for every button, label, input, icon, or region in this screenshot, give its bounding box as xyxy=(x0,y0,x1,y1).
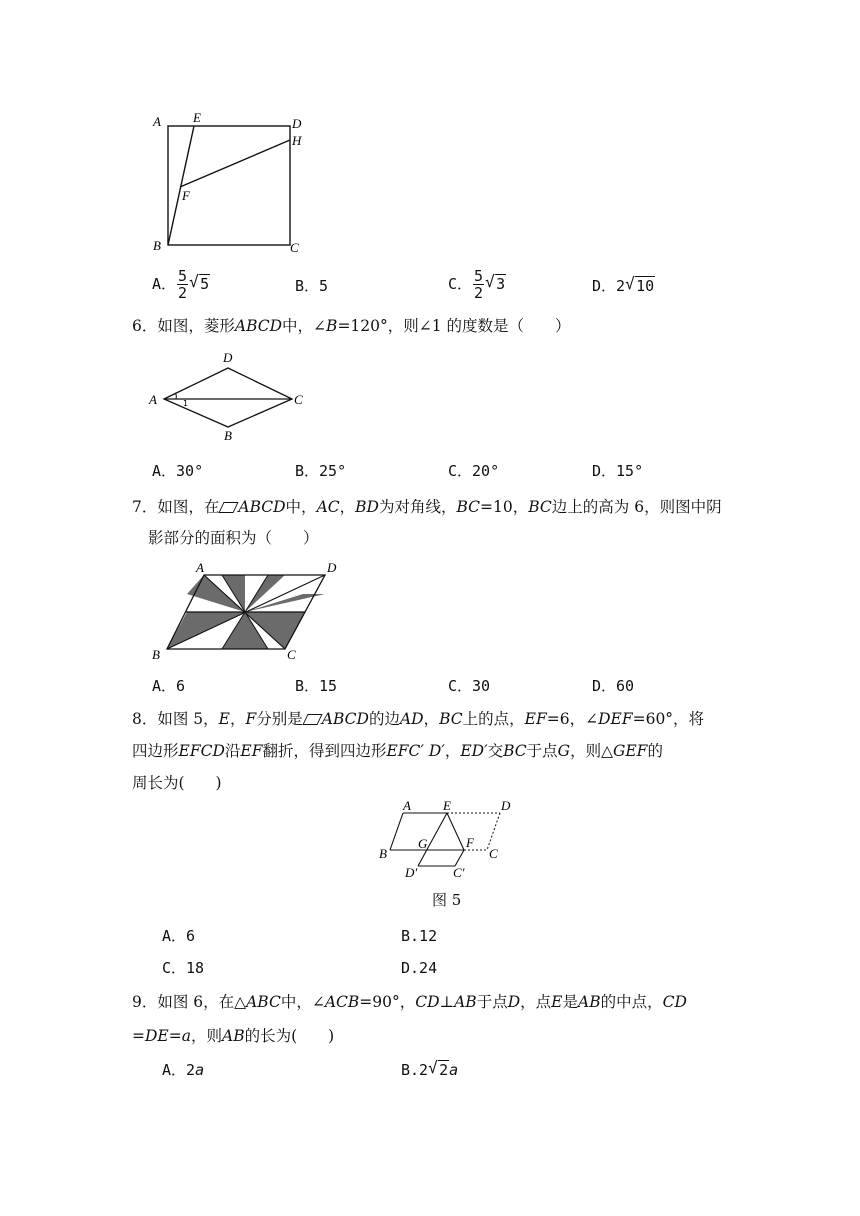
q7-label-c: C xyxy=(287,647,296,662)
q5-option-a-fraction: $\frac{5}{2}$ xyxy=(178,267,188,302)
q5-option-d-sqrt: √ 10 xyxy=(625,276,655,296)
q8-segment-dc-dotted xyxy=(487,813,500,850)
q7-stem-line2: 影部分的面积为（ ） xyxy=(148,529,319,547)
q6-option-c[interactable]: C．20° xyxy=(448,462,500,480)
q5-segment-be xyxy=(168,126,194,245)
q8-label-c-prime: C′ xyxy=(453,865,465,880)
q9-option-a[interactable]: A．2a xyxy=(162,1061,205,1079)
q8-label-d: D xyxy=(501,798,511,813)
q8-stem-line3: 周长为( ) xyxy=(132,774,222,792)
q5-label-e: E xyxy=(193,110,201,125)
q7-figure xyxy=(148,555,348,665)
q6-label-b: B xyxy=(224,428,232,442)
q5-label-h: H xyxy=(292,133,302,148)
q6-angle-arc xyxy=(175,393,176,399)
q5-option-b[interactable]: B．5 xyxy=(295,277,329,295)
q8-label-d-prime: D′ xyxy=(405,865,418,880)
q6-stem: 6．如图，菱形ABCD中，∠B=120°，则∠1 的度数是（ ） xyxy=(132,317,571,335)
q6-label-d: D xyxy=(223,350,233,365)
q8-label-g: G xyxy=(418,836,428,851)
q5-segment-fh xyxy=(180,140,290,187)
q8-option-d[interactable]: D.24 xyxy=(401,959,438,977)
q8-label-c: C xyxy=(489,846,498,861)
q8-label-a: A xyxy=(403,798,411,813)
q8-stem-line1: 8．如图 5，E，F分别是 ABCD的边AD，BC上的点，EF=6，∠DEF=60°，将 xyxy=(132,710,705,728)
q7-stem-line1: 7．如图，在 ABCD中，AC，BD为对角线，BC=10，BC边上的高为 6，则图中阴 xyxy=(132,498,722,516)
parallelogram-symbol-icon xyxy=(302,714,322,725)
q6-label-a: A xyxy=(149,392,157,407)
q5-option-c[interactable]: C． $\frac{5}{2}$ √ 3 xyxy=(448,268,506,301)
q5-option-a[interactable]: A． $\frac{5}{2}$ √ 5 xyxy=(152,268,210,301)
q8-figure xyxy=(372,798,512,882)
q7-option-b[interactable]: B．15 xyxy=(295,677,338,695)
q9-option-b[interactable]: B.2√ 2a xyxy=(401,1060,458,1080)
q6-label-1: 1 xyxy=(183,399,189,408)
q9-stem-line2: =DE=a，则AB的长为( ) xyxy=(132,1027,335,1045)
q9-stem-line1: 9．如图 6，在△ABC中，∠ACB=90°，CD⊥AB于点D，点E是AB的中点，CD xyxy=(132,993,687,1011)
q7-option-c[interactable]: C．30 xyxy=(448,677,491,695)
q5-label-f: F xyxy=(182,188,190,203)
q7-label-b: B xyxy=(152,647,160,662)
q7-label-a: A xyxy=(196,560,204,575)
q5-square xyxy=(168,126,290,245)
q6-rhombus xyxy=(164,368,292,427)
q7-option-a[interactable]: A．6 xyxy=(152,677,186,695)
q8-option-a[interactable]: A．6 xyxy=(162,927,196,945)
q5-label-c: C xyxy=(290,240,299,255)
q7-option-d[interactable]: D．60 xyxy=(592,677,635,695)
q8-label-e: E xyxy=(443,798,451,813)
q8-label-f: F xyxy=(466,835,474,850)
q6-option-d[interactable]: D．15° xyxy=(592,462,644,480)
q8-segment-ab xyxy=(390,813,403,850)
parallelogram-symbol-icon xyxy=(219,502,239,513)
q6-option-a[interactable]: A．30° xyxy=(152,462,204,480)
q6-figure xyxy=(145,346,315,442)
q8-stem-line2: 四边形EFCD沿EF翻折，得到四边形EFC′ D′，ED′交BC于点G，则△GEF的 xyxy=(132,742,663,760)
q5-option-c-sqrt: √ 3 xyxy=(485,274,506,294)
q8-segment-ef xyxy=(447,813,464,850)
q5-option-a-sqrt: √ 5 xyxy=(189,274,210,294)
q6-option-b[interactable]: B．25° xyxy=(295,462,347,480)
q6-label-c: C xyxy=(294,392,303,407)
q8-segment-cprime-f xyxy=(455,850,464,866)
q8-option-b[interactable]: B.12 xyxy=(401,927,438,945)
q8-label-b: B xyxy=(379,846,387,861)
q8-figure-caption: 图 5 xyxy=(432,891,462,909)
q5-figure xyxy=(148,108,318,258)
q5-label-a: A xyxy=(153,114,161,129)
q5-label-b: B xyxy=(153,238,161,253)
q7-label-d: D xyxy=(327,560,337,575)
q5-option-d[interactable]: D．2√ 10 xyxy=(592,276,655,296)
q9-option-b-sqrt: √ 2 xyxy=(428,1060,449,1080)
q5-label-d: D xyxy=(292,116,302,131)
q5-option-c-fraction: $\frac{5}{2}$ xyxy=(474,267,484,302)
q8-option-c[interactable]: C．18 xyxy=(162,959,205,977)
